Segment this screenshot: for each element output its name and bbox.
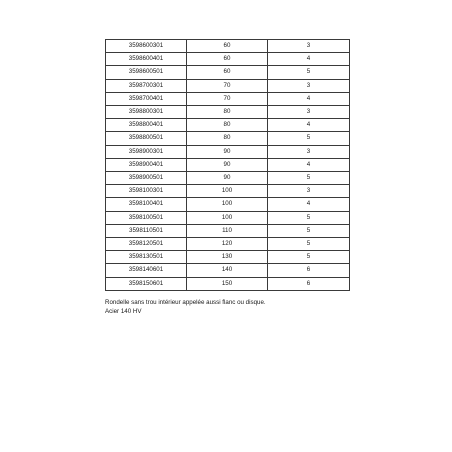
diameter-cell: 110: [187, 224, 268, 237]
diameter-cell: 150: [187, 277, 268, 290]
reference-cell: 3598150601: [106, 277, 187, 290]
notes-block: [105, 299, 405, 316]
thickness-cell: 6: [268, 264, 350, 277]
diameter-cell: 80: [187, 132, 268, 145]
diameter-cell: 90: [187, 172, 268, 185]
thickness-cell: 3: [268, 145, 350, 158]
table-row: [106, 224, 350, 237]
table-row: [106, 251, 350, 264]
table-row: [106, 211, 350, 224]
diameter-cell: 70: [187, 92, 268, 105]
reference-cell: 3598600301: [106, 40, 187, 53]
thickness-cell: 5: [268, 66, 350, 79]
table-row: [106, 198, 350, 211]
table-row: [106, 40, 350, 53]
thickness-cell: 5: [268, 172, 350, 185]
diameter-cell: 80: [187, 119, 268, 132]
thickness-cell: 3: [268, 40, 350, 53]
thickness-cell: 5: [268, 211, 350, 224]
diameter-cell: 80: [187, 106, 268, 119]
table-row: [106, 185, 350, 198]
table-row: [106, 92, 350, 105]
reference-cell: 3598600401: [106, 53, 187, 66]
reference-cell: 3598120501: [106, 238, 187, 251]
thickness-cell: 5: [268, 238, 350, 251]
note-material: Acier 140 HV: [105, 307, 142, 315]
reference-cell: 3598800501: [106, 132, 187, 145]
table-row: [106, 145, 350, 158]
thickness-cell: 4: [268, 53, 350, 66]
table-row: [106, 132, 350, 145]
reference-cell: 3598100401: [106, 198, 187, 211]
table-row: [106, 238, 350, 251]
reference-cell: 3598800401: [106, 119, 187, 132]
reference-cell: 3598700401: [106, 92, 187, 105]
thickness-cell: 5: [268, 224, 350, 237]
diameter-cell: 70: [187, 79, 268, 92]
table-row: [106, 106, 350, 119]
diameter-cell: 130: [187, 251, 268, 264]
thickness-cell: 3: [268, 106, 350, 119]
table-row: [106, 119, 350, 132]
spec-table-body: [106, 40, 350, 291]
thickness-cell: 4: [268, 198, 350, 211]
reference-cell: 3598900501: [106, 172, 187, 185]
reference-cell: 3598100501: [106, 211, 187, 224]
reference-cell: 3598110501: [106, 224, 187, 237]
table-row: [106, 53, 350, 66]
diameter-cell: 90: [187, 158, 268, 171]
table-row: [106, 79, 350, 92]
reference-cell: 3598130501: [106, 251, 187, 264]
table-row: [106, 264, 350, 277]
reference-cell: 3598600501: [106, 66, 187, 79]
diameter-cell: 60: [187, 40, 268, 53]
diameter-cell: 60: [187, 53, 268, 66]
reference-cell: 3598900301: [106, 145, 187, 158]
reference-cell: 3598800301: [106, 106, 187, 119]
thickness-cell: 4: [268, 92, 350, 105]
diameter-cell: 100: [187, 198, 268, 211]
table-row: [106, 172, 350, 185]
table-row: [106, 277, 350, 290]
diameter-cell: 100: [187, 185, 268, 198]
thickness-cell: 5: [268, 251, 350, 264]
reference-cell: 3598900401: [106, 158, 187, 171]
table-row: [106, 66, 350, 79]
diameter-cell: 90: [187, 145, 268, 158]
reference-cell: 3598140601: [106, 264, 187, 277]
spec-table: [105, 39, 350, 291]
thickness-cell: 3: [268, 185, 350, 198]
diameter-cell: 120: [187, 238, 268, 251]
thickness-cell: 4: [268, 119, 350, 132]
diameter-cell: 100: [187, 211, 268, 224]
thickness-cell: 3: [268, 79, 350, 92]
table-row: [106, 158, 350, 171]
thickness-cell: 6: [268, 277, 350, 290]
diameter-cell: 60: [187, 66, 268, 79]
reference-cell: 3598700301: [106, 79, 187, 92]
thickness-cell: 4: [268, 158, 350, 171]
diameter-cell: 140: [187, 264, 268, 277]
note-description: Rondelle sans trou intérieur appelée aussi flanc ou disque.: [105, 299, 266, 306]
thickness-cell: 5: [268, 132, 350, 145]
reference-cell: 3598100301: [106, 185, 187, 198]
